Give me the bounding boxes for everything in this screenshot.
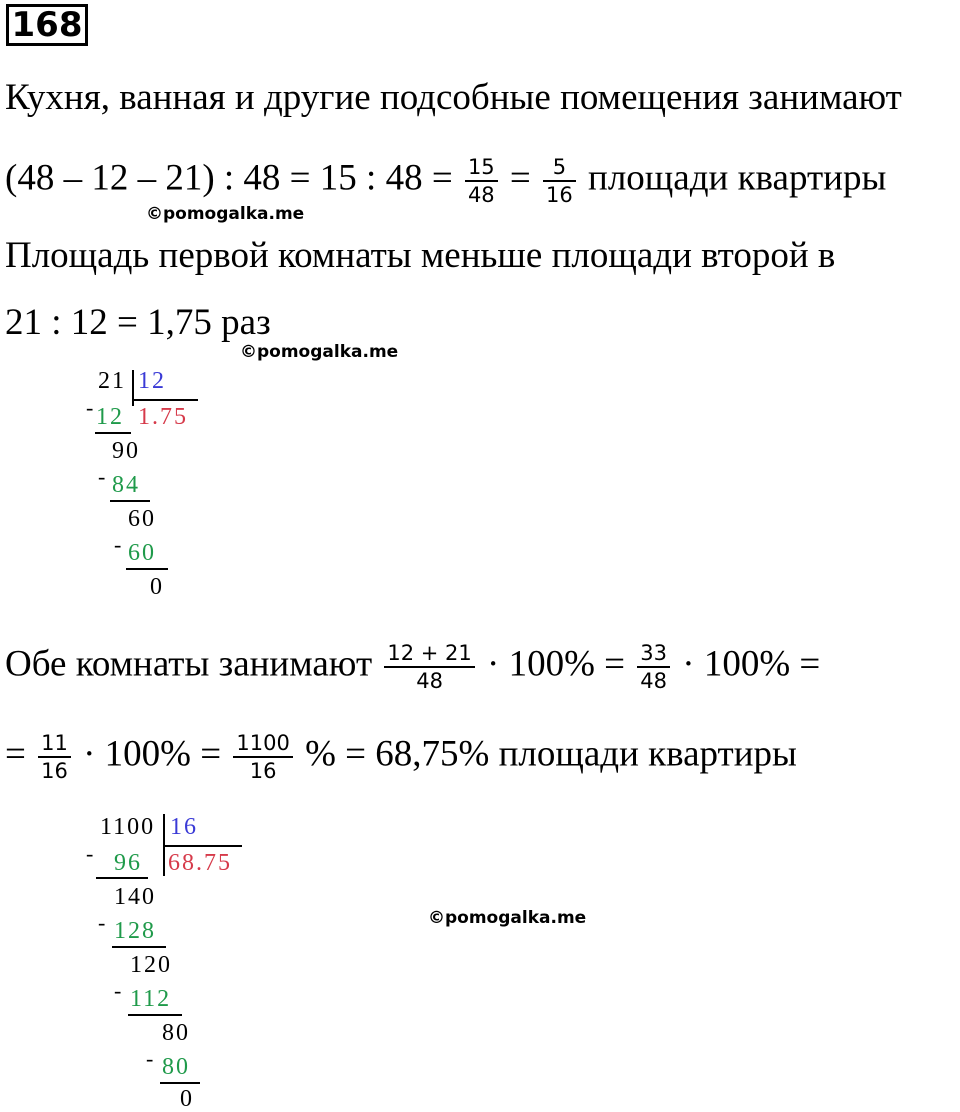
- text-line-5: [5, 640, 820, 694]
- remainder: 60: [128, 506, 156, 532]
- task-number: 168: [6, 4, 88, 46]
- equation-part: · 100% =: [477, 643, 635, 685]
- minus-sign: -: [114, 978, 122, 1003]
- remainder: 80: [162, 1020, 190, 1046]
- subtrahend: 60: [128, 540, 156, 566]
- divisor: 16: [170, 814, 198, 840]
- fraction-numerator: 12 + 21: [384, 640, 474, 668]
- fraction: [384, 640, 474, 694]
- fraction: [465, 154, 498, 208]
- underline: [126, 568, 168, 570]
- fraction: [233, 730, 292, 784]
- subtrahend: 84: [112, 472, 140, 498]
- subtrahend: 128: [114, 918, 156, 944]
- equation-part: Обе комнаты занимают: [5, 643, 382, 685]
- equation-part: =: [5, 733, 36, 775]
- divisor: 12: [138, 368, 166, 394]
- fraction-denominator: 48: [467, 183, 495, 207]
- watermark: ©pomogalka.me: [240, 342, 399, 362]
- equation-part: · 100% =: [673, 643, 821, 685]
- remainder: 0: [180, 1086, 194, 1112]
- fraction-denominator: 48: [416, 669, 443, 693]
- underline: [110, 500, 150, 502]
- fraction: [637, 640, 670, 694]
- subtrahend: 112: [130, 986, 172, 1012]
- text-line-1: Кухня, ванная и другие подсобные помещения занимают: [5, 77, 902, 118]
- equation-part: =: [500, 157, 541, 199]
- equation-part: % = 68,75% площади квартиры: [295, 733, 797, 775]
- fraction-denominator: 48: [640, 669, 668, 693]
- text-line-2: [5, 154, 886, 208]
- remainder: 140: [114, 884, 156, 910]
- division-bar-vertical: [132, 370, 134, 406]
- equation-part: площади квартиры: [578, 157, 887, 199]
- watermark: ©pomogalka.me: [428, 908, 587, 928]
- underline: [96, 877, 148, 879]
- underline: [160, 1082, 200, 1084]
- remainder: 120: [130, 952, 172, 978]
- minus-sign: -: [86, 841, 94, 866]
- underline: [95, 432, 131, 434]
- fraction-numerator: 5: [543, 154, 576, 182]
- equation-part: · 100% =: [73, 733, 231, 775]
- fraction: [543, 154, 576, 208]
- fraction-numerator: 15: [465, 154, 498, 182]
- minus-sign: -: [98, 910, 106, 935]
- subtrahend: 80: [162, 1054, 190, 1080]
- equation-part: (48 – 12 – 21) : 48 = 15 : 48 =: [5, 157, 462, 199]
- quotient: 68.75: [168, 850, 232, 876]
- fraction-denominator: 16: [546, 183, 573, 207]
- underline: [112, 946, 166, 948]
- fraction-denominator: 16: [41, 759, 68, 783]
- subtrahend: 96: [114, 850, 142, 876]
- subtrahend: 12: [96, 404, 124, 430]
- minus-sign: -: [114, 532, 122, 557]
- text-line-6: [5, 730, 797, 784]
- text-line-3: Площадь первой комнаты меньше площади второй в: [5, 235, 836, 276]
- remainder: 90: [112, 438, 140, 464]
- minus-sign: -: [146, 1046, 154, 1071]
- fraction-numerator: 1100: [233, 730, 292, 758]
- dividend: 21: [98, 368, 126, 394]
- minus-sign: -: [86, 395, 94, 420]
- division-bar-horizontal: [133, 399, 198, 401]
- remainder: 0: [150, 574, 164, 600]
- text-line-4: 21 : 12 = 1,75 раз: [5, 302, 271, 343]
- watermark: ©pomogalka.me: [146, 204, 305, 224]
- underline: [128, 1014, 182, 1016]
- minus-sign: -: [98, 464, 106, 489]
- quotient: 1.75: [138, 404, 188, 430]
- division-bar-horizontal: [164, 845, 242, 847]
- dividend: 1100: [100, 814, 156, 840]
- fraction-denominator: 16: [249, 759, 277, 783]
- fraction: [38, 730, 71, 784]
- fraction-numerator: 33: [637, 640, 670, 668]
- fraction-numerator: 11: [38, 730, 71, 758]
